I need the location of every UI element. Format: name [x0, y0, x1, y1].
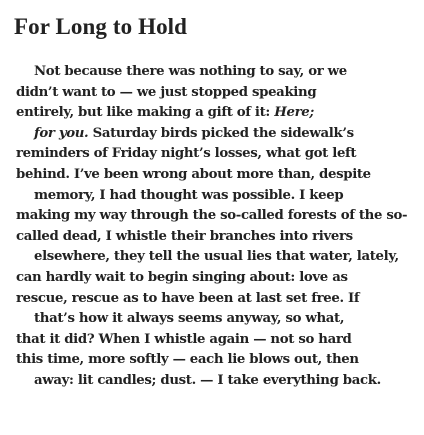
poem-line-text: behind. I’ve been wrong about more than, despite [16, 166, 371, 182]
poem-line-text: elsewhere, they tell the usual lies that water, lately, [34, 249, 399, 265]
poem-line [16, 309, 420, 330]
poem-line-text: didn’t want to — we just stopped speaking [16, 84, 317, 100]
poem-line-text: making my way through the so-called forests of the so- [16, 208, 408, 224]
poem-line-text: away: lit candles; dust. — I take everything back. [34, 372, 381, 388]
poem-line-text: can hardly wait to begin singing about: love as [16, 269, 348, 285]
poem-line-text: reminders of Friday night’s losses, what got left [16, 146, 357, 162]
poem-line [16, 103, 420, 124]
poem-line [16, 206, 420, 227]
poem-line [16, 268, 420, 289]
poem-line-text: Not because there was nothing to say, or we [34, 64, 347, 79]
poem-line [16, 289, 420, 310]
poem-line-text: called dead, I whistle their branches into rivers [16, 228, 353, 244]
poem-line [16, 350, 420, 371]
poem-line [16, 227, 420, 248]
poem-line-text: that’s how it always seems anyway, so what, [34, 311, 345, 327]
poem-line [16, 247, 420, 268]
poem-line-text: this time, more softly — each lie blows out, then [16, 352, 359, 368]
poem-line [16, 371, 420, 392]
poem-line [16, 186, 420, 207]
poem-line-text: entirely, but like making a gift of it: [16, 105, 275, 121]
poem-line [16, 165, 420, 186]
poem-line [16, 124, 420, 145]
poem-line-text: Saturday birds picked the sidewalk’s [88, 125, 354, 141]
poem-line-text: rescue, rescue as to have been at last set free. If [16, 290, 360, 306]
poem-line [16, 83, 420, 104]
poem-line [16, 330, 420, 351]
poem-line-text: memory, I had thought was possible. I keep [34, 187, 344, 203]
poem-line [16, 144, 420, 165]
poem-line-italic-text: for you. [34, 125, 89, 141]
poem-line-italic-text: Here; [274, 105, 314, 121]
poem-line [16, 62, 420, 83]
poem-body [16, 62, 420, 392]
poem-line-text: that it did? When I whistle again — not so hard [16, 331, 352, 347]
poem-title: For Long to Hold [14, 14, 188, 39]
